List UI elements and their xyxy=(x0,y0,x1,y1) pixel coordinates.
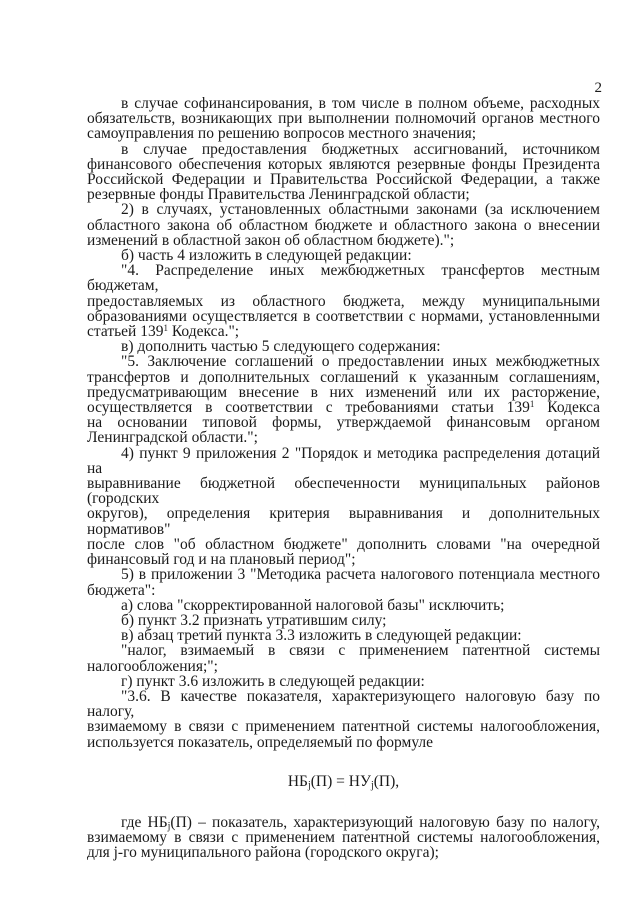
paragraph-line: г) пункт 3.6 изложить в следующей редакции: xyxy=(121,672,425,690)
paragraph-line: в) абзац третий пункта 3.3 изложить в следующей редакции: xyxy=(121,627,522,645)
paragraph-line: "налог, взимаемый в связи с применением патентной системы xyxy=(121,642,600,660)
paragraph-line: предоставляемых из областного бюджета, между муниципальными xyxy=(87,292,600,310)
paragraph-line: округов), определения критерия выравнивания и дополнительных нормативов" xyxy=(87,505,600,538)
paragraph-line: взимаемому в связи с применением патентной системы налогообложения, xyxy=(87,718,600,736)
paragraph-line: Ленинградской области."; xyxy=(87,429,258,447)
formula: $НБ_j(П) = НУ_j(П)$, xyxy=(287,772,400,791)
paragraph-line: самоуправления по решению вопросов местного значения; xyxy=(87,125,477,143)
paragraph-line: "5. Заключение соглашений о предоставлении иных межбюджетных xyxy=(121,353,600,371)
page-number: 2 xyxy=(594,80,602,96)
paragraph-line: трансфертов и дополнительных соглашений к указанным соглашениям, xyxy=(87,368,600,386)
paragraph-line: в случае софинансирования, в том числе в полном объеме, расходных xyxy=(121,95,600,112)
paragraph-line: изменений в областной закон об областном бюджете)."; xyxy=(87,231,455,249)
paragraph-line: в случае предоставления бюджетных ассигнований, источником xyxy=(121,140,600,158)
paragraph-line: после слов "об областном бюджете" дополнить словами "на очередной xyxy=(87,535,600,553)
paragraph-line: финансового обеспечения которых являются резервные фонды Президента xyxy=(87,155,600,173)
paragraph-line: взимаемому в связи с применением патентной системы налогообложения, xyxy=(87,829,600,847)
paragraph-line: Российской Федерации и Правительства Российской Федерации, а также xyxy=(87,171,600,189)
paragraph-line: осуществляется в соответствии с требованиями статьи $139^1$ Кодекса xyxy=(87,399,601,417)
paragraph-line: образованиями осуществляется в соответствии с нормами, установленными xyxy=(87,307,600,325)
paragraph-line: б) часть 4 изложить в следующей редакции: xyxy=(121,247,412,265)
paragraph-line: обязательств, возникающих при выполнении полномочий органов местного xyxy=(87,110,600,128)
paragraph-line: 2) в случаях, установленных областными законами (за исключением xyxy=(121,201,600,219)
paragraph-line: "3.6. В качестве показателя, характеризующего налоговую базу по налогу, xyxy=(87,687,600,721)
paragraph-line: резервные фонды Правительства Ленинградской области; xyxy=(87,186,470,204)
paragraph-line: "4. Распределение иных межбюджетных трансфертов местным бюджетам, xyxy=(87,262,600,295)
paragraph-line: где $НБ_j(П)$ – показатель, характеризующий налоговую базу по налогу, xyxy=(121,813,600,832)
paragraph-line: используется показатель, определяемый по формуле xyxy=(87,733,434,751)
document-body xyxy=(87,96,600,861)
paragraph-line: выравнивание бюджетной обеспеченности муниципальных районов (городских xyxy=(87,475,600,508)
paragraph-line: в) дополнить частью 5 следующего содержания: xyxy=(121,338,441,356)
paragraph-line: а) слова "скорректированной налоговой базы" исключить; xyxy=(121,596,505,614)
paragraph-line: 4) пункт 9 приложения 2 "Порядок и методика распределения дотаций на xyxy=(87,444,600,477)
paragraph-line: для j-го муниципального района (городского округа); xyxy=(87,844,439,862)
paragraph-line: б) пункт 3.2 признать утратившим силу; xyxy=(121,611,387,629)
paragraph-line: на основании типовой формы, утверждаемой финансовым органом xyxy=(87,414,600,432)
paragraph-line: налогообложения;"; xyxy=(87,657,218,675)
paragraph-line: бюджета": xyxy=(87,581,156,599)
paragraph-line: 5) в приложении 3 "Методика расчета налогового потенциала местного xyxy=(121,566,600,584)
paragraph-line: областного закона об областном бюджете и областного закона о внесении xyxy=(87,216,600,234)
paragraph-line: предусматривающим внесение в них изменений или их расторжение, xyxy=(87,383,600,401)
paragraph-line: статьей $139^1$ Кодекса."; xyxy=(87,323,240,341)
paragraph-line: финансовый год и на плановый период"; xyxy=(87,551,356,569)
